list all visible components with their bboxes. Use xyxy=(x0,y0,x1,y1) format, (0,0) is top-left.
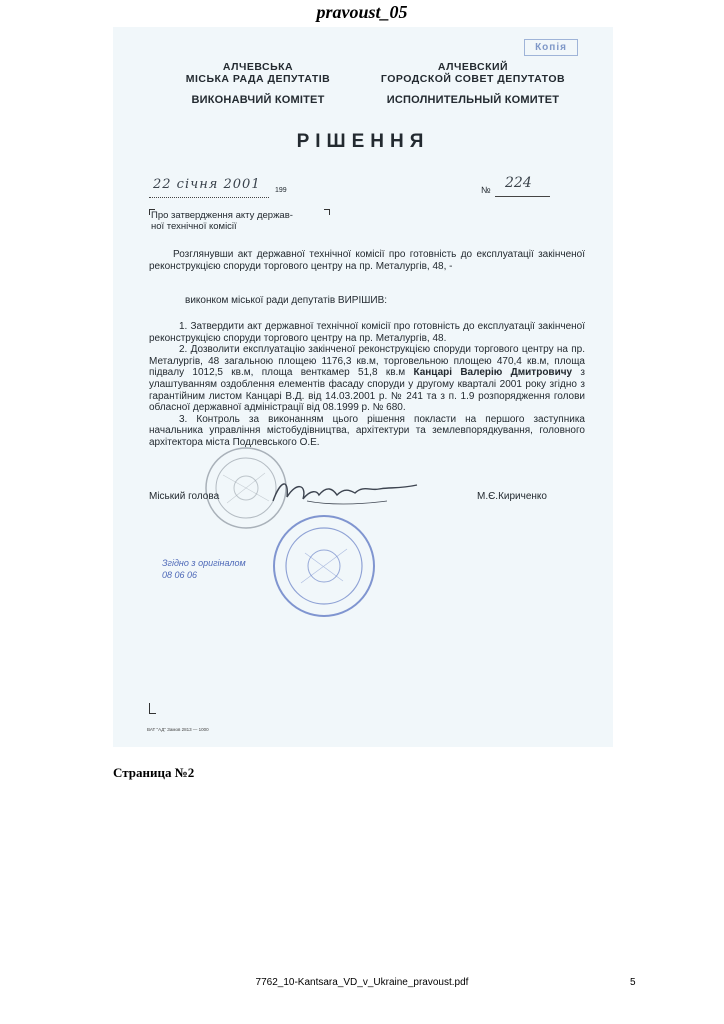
header-right-line2: ГОРОДСКОЙ СОВЕТ ДЕПУТАТОВ xyxy=(380,73,566,85)
footer-page-number: 5 xyxy=(630,977,636,988)
decided-line: виконком міської ради депутатів ВИРІШИВ: xyxy=(185,295,388,306)
item2-person-name: Канцарі Валерію Дмитровичу xyxy=(413,367,573,379)
copy-stamp: Копія xyxy=(524,39,578,56)
handwritten-number: 224 xyxy=(505,175,532,191)
printer-note: ВАТ "АД" Замов 2813 — 1000 xyxy=(147,727,209,732)
paragraph-considering: Розглянувши акт державної технічної комісії про готовність до експлуатації закінченої реконструкцією споруди торгового центру на пр. Металургів, 48, - xyxy=(149,249,585,272)
document-title: РІШЕННЯ xyxy=(296,131,430,152)
subject-line2: ної технічної комісії xyxy=(151,220,237,232)
subject-bracket-right xyxy=(324,209,330,215)
header-left-subtitle: ВИКОНАВЧИЙ КОМІТЕТ xyxy=(191,94,325,106)
corner-mark xyxy=(149,703,156,714)
header-left xyxy=(168,61,348,106)
header-left-line1: АЛЧЕВСЬКА xyxy=(222,61,294,73)
item2-text-end: з улаштуванням оздоблення елементів фасаду споруди у другому кварталі 2001 року згідно з гарантійним листом Канцарі В.Д. від 14.03.2001 р. № 241 та з п. 1.9 розпорядження голови обласної державної адміністрації від 08.1999 р. № 680. xyxy=(149,367,585,414)
header-right xyxy=(378,61,568,106)
year-prefix: 199 xyxy=(275,187,287,194)
number-label: № xyxy=(481,185,491,195)
handwritten-signature xyxy=(267,471,427,511)
header-right-subtitle: ИСПОЛНИТЕЛЬНЫЙ КОМИТЕТ xyxy=(386,94,560,106)
decision-items xyxy=(149,321,585,449)
subject-line1: Про затвердження акту держав- xyxy=(151,210,293,221)
stamp-text-line2: 08 06 06 xyxy=(162,570,198,580)
subject-block xyxy=(151,211,293,232)
signature-name: М.Є.Кириченко xyxy=(477,491,547,502)
handwritten-date: 22 січня 2001 xyxy=(153,177,261,192)
decision-item-1: 1. Затвердити акт державної технічної комісії про готовність до експлуатації закінченої реконструкцією споруди торгового центру на пр. Металургів, 48. xyxy=(149,321,585,344)
header-right-line1: АЛЧЕВСКИЙ xyxy=(437,61,509,73)
footer-filename: 7762_10-Kantsara_VD_v_Ukraine_pravoust.pdf xyxy=(255,977,469,988)
stamp-text-line1: Згідно з оригіналом xyxy=(162,558,246,568)
item2-text-start: 2. Дозволити експлуатацію закінченої реконструкцією споруди торгового центру на пр. Металургів, 48 загальною площею 1176,3 кв.м, торговельною площею 470,4 кв.м, площа підвалу 1012,5 кв.м, площа венткамер 51,8 кв.м xyxy=(149,344,585,379)
decision-item-3: 3. Контроль за виконанням цього рішення покласти на першого заступника начальника управління містобудівництва, архітектури та землевпорядкування, головного архітектора міста Подлевського О.Е. xyxy=(149,413,585,448)
certification-stamp-text xyxy=(162,557,272,581)
decision-item-2 xyxy=(149,344,585,414)
page-label: Страница №2 xyxy=(113,765,195,780)
blue-round-stamp xyxy=(271,513,377,619)
signature-title: Міський голова xyxy=(149,491,220,502)
page-header: pravoust_05 xyxy=(316,2,408,22)
scanned-document xyxy=(113,27,613,747)
header-left-line2: МІСЬКА РАДА ДЕПУТАТІВ xyxy=(185,73,331,85)
